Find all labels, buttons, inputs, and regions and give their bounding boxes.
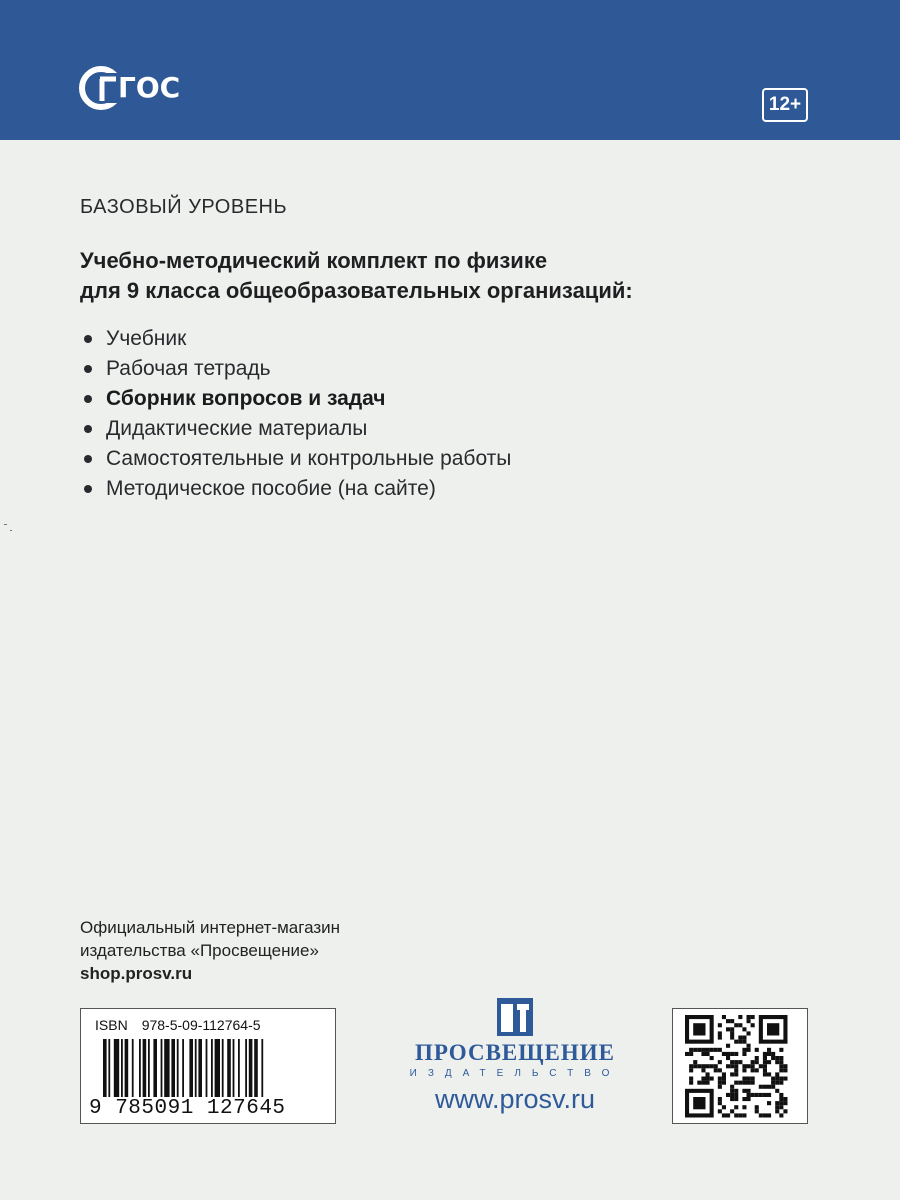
online-shop-info	[80, 916, 340, 985]
list-item-label: Учебник	[106, 327, 187, 350]
bullet-icon	[84, 395, 92, 403]
isbn-barcode	[80, 1008, 336, 1124]
list-item	[84, 444, 511, 474]
kit-heading	[80, 246, 840, 306]
fgos-logo-text: ГОС	[118, 71, 181, 104]
kit-heading-line-2: для 9 класса общеобразовательных организаций:	[80, 278, 633, 303]
list-item-current	[84, 384, 511, 414]
list-item-label: Дидактические материалы	[106, 417, 368, 440]
list-item	[84, 414, 511, 444]
list-item	[84, 324, 511, 354]
publisher-block	[390, 996, 640, 1116]
fgos-logo	[78, 64, 180, 112]
bullet-icon	[84, 455, 92, 463]
publisher-emblem-icon	[493, 996, 537, 1038]
publisher-subtitle: ИЗДАТЕЛЬСТВО	[409, 1068, 621, 1079]
isbn-row	[95, 1017, 261, 1033]
kit-items-list	[84, 324, 511, 504]
publisher-name: ПРОСВЕЩЕНИЕ	[415, 1040, 615, 1065]
barcode-bars-icon	[103, 1039, 325, 1097]
bullet-icon	[84, 335, 92, 343]
qr-code-icon	[685, 1015, 797, 1119]
shop-line-1: Официальный интернет-магазин	[80, 918, 341, 937]
age-rating-badge: 12+	[762, 88, 808, 122]
isbn-number: 978-5-09-112764-5	[141, 1017, 261, 1033]
bullet-icon	[84, 425, 92, 433]
kit-heading-line-1: Учебно-методический комплект по физике	[80, 248, 548, 273]
bullet-icon	[84, 485, 92, 493]
list-item	[84, 354, 511, 384]
barcode-digits: 9 785091 127645	[89, 1097, 286, 1120]
isbn-label: ISBN	[95, 1017, 128, 1033]
page-edge-mark	[0, 520, 20, 540]
list-item	[84, 474, 511, 504]
shop-url-link[interactable]: shop.prosv.ru	[80, 964, 193, 983]
shop-line-2: издательства «Просвещение»	[80, 941, 319, 960]
list-item-label: Методическое пособие (на сайте)	[106, 477, 436, 500]
bullet-icon	[84, 365, 92, 373]
qr-code	[672, 1008, 808, 1124]
publisher-website-link[interactable]: www.prosv.ru	[434, 1084, 596, 1114]
list-item-label: Сборник вопросов и задач	[106, 387, 386, 410]
top-color-band	[0, 0, 900, 140]
list-item-label: Самостоятельные и контрольные работы	[106, 447, 512, 470]
level-label: БАЗОВЫЙ УРОВЕНЬ	[80, 196, 288, 218]
list-item-label: Рабочая тетрадь	[106, 357, 271, 380]
